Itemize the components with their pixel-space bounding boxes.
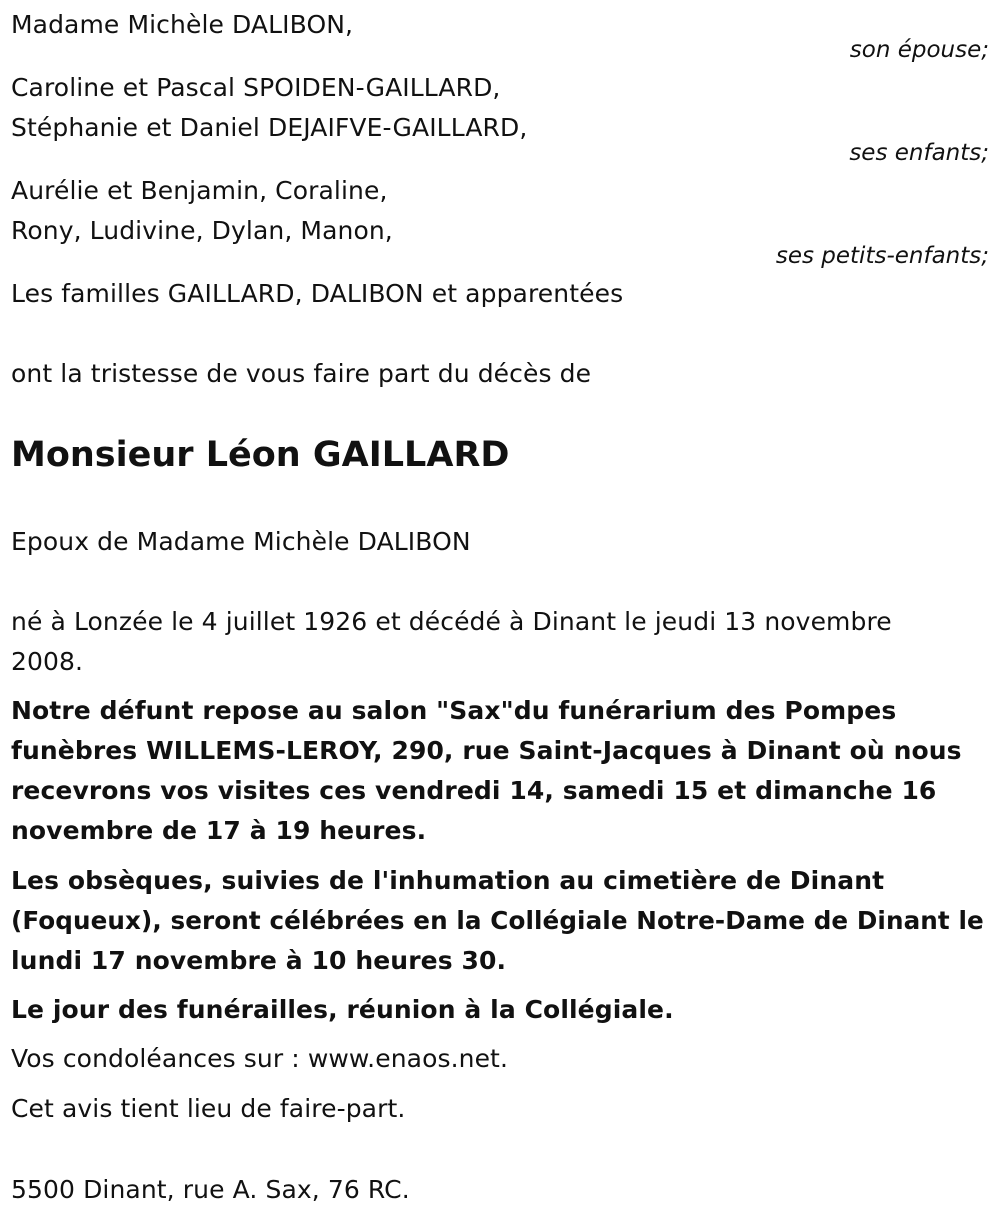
funeral-meeting: Le jour des funérailles, réunion à la Collégiale. [11, 995, 674, 1024]
wife-name: Madame Michèle DALIBON, [11, 10, 354, 39]
children-line-1: Caroline et Pascal SPOIDEN-GAILLARD, [11, 73, 501, 102]
deceased-name: Monsieur Léon GAILLARD [11, 435, 510, 475]
condolences-line: Vos condoléances sur : www.enaos.net. [11, 1044, 509, 1073]
birth-death-line-2: 2008. [11, 647, 84, 676]
children-line-2: Stéphanie et Daniel DEJAIFVE-GAILLARD, [11, 113, 528, 142]
visitation-line-3: recevrons vos visites ces vendredi 14, samedi 15 et dimanche 16 [11, 776, 937, 805]
address-line: 5500 Dinant, rue A. Sax, 76 RC. [11, 1175, 410, 1204]
funeral-line-1: Les obsèques, suivies de l'inhumation au cimetière de Dinant [11, 866, 885, 895]
grandchildren-role: ses petits-enfants; [775, 243, 989, 269]
birth-death-line-1: né à Lonzée le 4 juillet 1926 et décédé à Dinant le jeudi 13 novembre [11, 607, 892, 636]
funeral-line-3: lundi 17 novembre à 10 heures 30. [11, 946, 507, 975]
visitation-line-1: Notre défunt repose au salon "Sax"du funérarium des Pompes [11, 696, 897, 725]
families-line: Les familles GAILLARD, DALIBON et apparentées [11, 279, 624, 308]
spouse-of-line: Epoux de Madame Michèle DALIBON [11, 527, 471, 556]
announcement-intro: ont la tristesse de vous faire part du décès de [11, 359, 592, 388]
visitation-line-2: funèbres WILLEMS-LEROY, 290, rue Saint-Jacques à Dinant où nous [11, 736, 962, 765]
visitation-line-4: novembre de 17 à 19 heures. [11, 816, 427, 845]
grandchildren-line-2: Rony, Ludivine, Dylan, Manon, [11, 216, 393, 245]
grandchildren-line-1: Aurélie et Benjamin, Coraline, [11, 176, 388, 205]
notice-line: Cet avis tient lieu de faire-part. [11, 1094, 406, 1123]
wife-role: son épouse; [849, 37, 989, 63]
funeral-line-2: (Foqueux), seront célébrées en la Collégiale Notre-Dame de Dinant le [11, 906, 984, 935]
children-role: ses enfants; [849, 140, 989, 166]
